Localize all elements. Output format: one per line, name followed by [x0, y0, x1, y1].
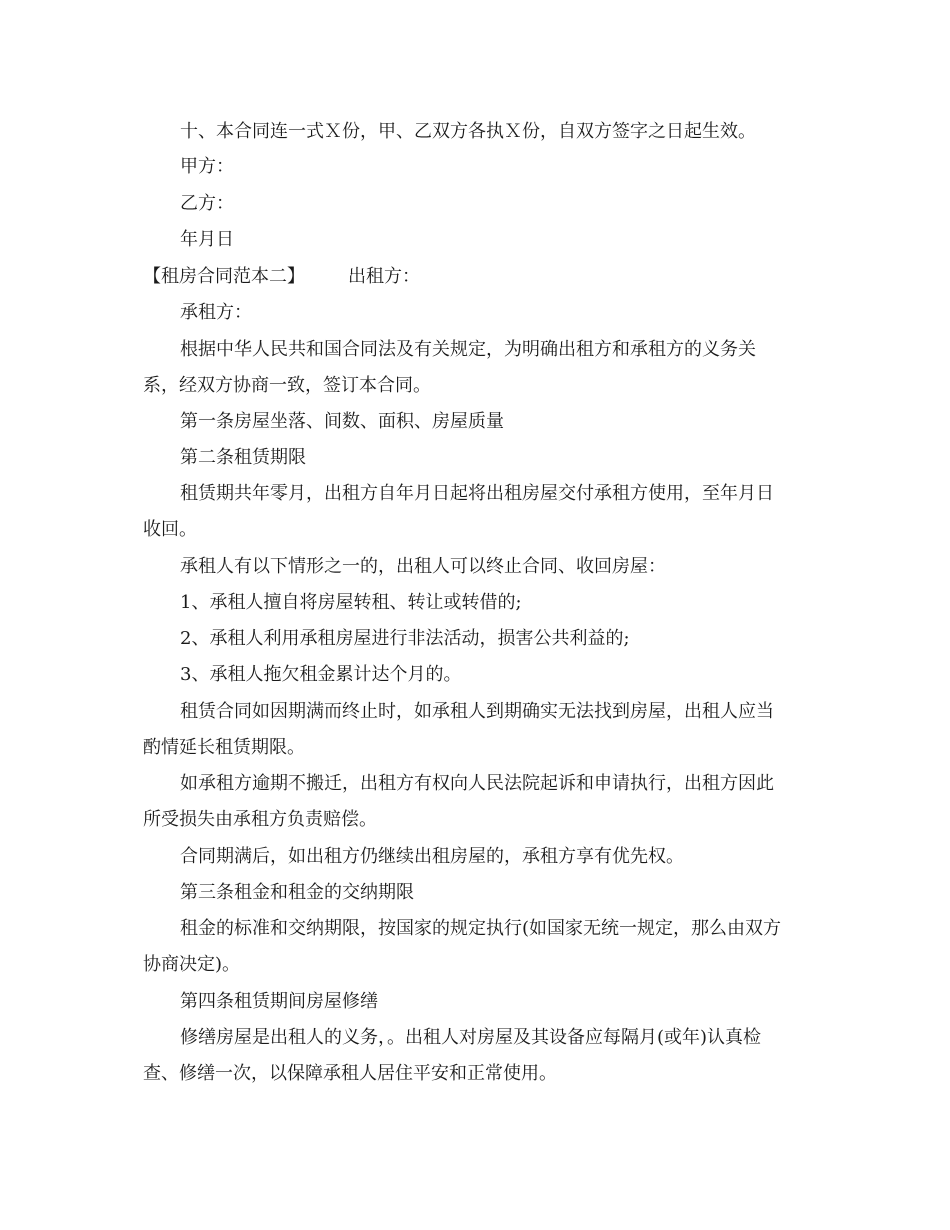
lessor-label: 出租方：: [348, 266, 420, 287]
overdue-line-2: 所受损失由承租方负责赔偿。: [143, 809, 377, 830]
rent-line-1: 租金的标准和交纳期限，按国家的规定执行(如国家无统一规定，那么由双方: [180, 918, 782, 939]
expiry-line-1: 租赁合同如因期满而终止时，如承租人到期确实无法找到房屋，出租人应当: [180, 701, 774, 722]
priority-right-line: 合同期满后，如出租方仍继续出租房屋的，承租方享有优先权。: [180, 846, 684, 867]
article-two-heading: 第二条租赁期限: [180, 447, 306, 468]
section-heading: 【租房合同范本二】: [143, 266, 305, 287]
party-a-label: 甲方：: [180, 156, 234, 177]
party-b-label: 乙方：: [180, 193, 234, 214]
repair-line-1: 修缮房屋是出租人的义务，。出租人对房屋及其设备应每隔月(或年)认真检: [180, 1027, 762, 1048]
article-four-heading: 第四条租赁期间房屋修缮: [180, 991, 378, 1012]
lease-term-line-2: 收回。: [143, 519, 197, 540]
preamble-line-1: 根据中华人民共和国合同法及有关规定，为明确出租方和承租方的义务关: [180, 339, 756, 360]
repair-line-2: 查、修缮一次，以保障承租人居住平安和正常使用。: [143, 1063, 557, 1084]
termination-item-2: 2、承租人利用承租房屋进行非法活动，损害公共利益的;: [180, 628, 630, 649]
expiry-line-2: 酌情延长租赁期限。: [143, 737, 305, 758]
lessee-label: 承租方：: [180, 302, 252, 323]
preamble-line-2: 系，经双方协商一致，签订本合同。: [143, 375, 431, 396]
clause-ten-line: 十、本合同连一式Ｘ份，甲、乙双方各执Ｘ份，自双方签字之日起生效。: [180, 121, 756, 142]
lease-term-line-1: 租赁期共年零月，出租方自年月日起将出租房屋交付承租方使用，至年月日: [180, 483, 774, 504]
date-placeholder: 年月日: [180, 229, 234, 250]
rent-line-2: 协商决定)。: [143, 954, 241, 975]
termination-item-3: 3、承租人拖欠租金累计达个月的。: [180, 664, 462, 685]
termination-intro: 承租人有以下情形之一的，出租人可以终止合同、收回房屋：: [180, 556, 666, 577]
termination-item-1: 1、承租人擅自将房屋转租、转让或转借的;: [180, 592, 522, 613]
article-one-heading: 第一条房屋坐落、间数、面积、房屋质量: [180, 411, 504, 432]
article-three-heading: 第三条租金和租金的交纳期限: [180, 882, 414, 903]
overdue-line-1: 如承租方逾期不搬迁，出租方有权向人民法院起诉和申请执行，出租方因此: [180, 773, 774, 794]
